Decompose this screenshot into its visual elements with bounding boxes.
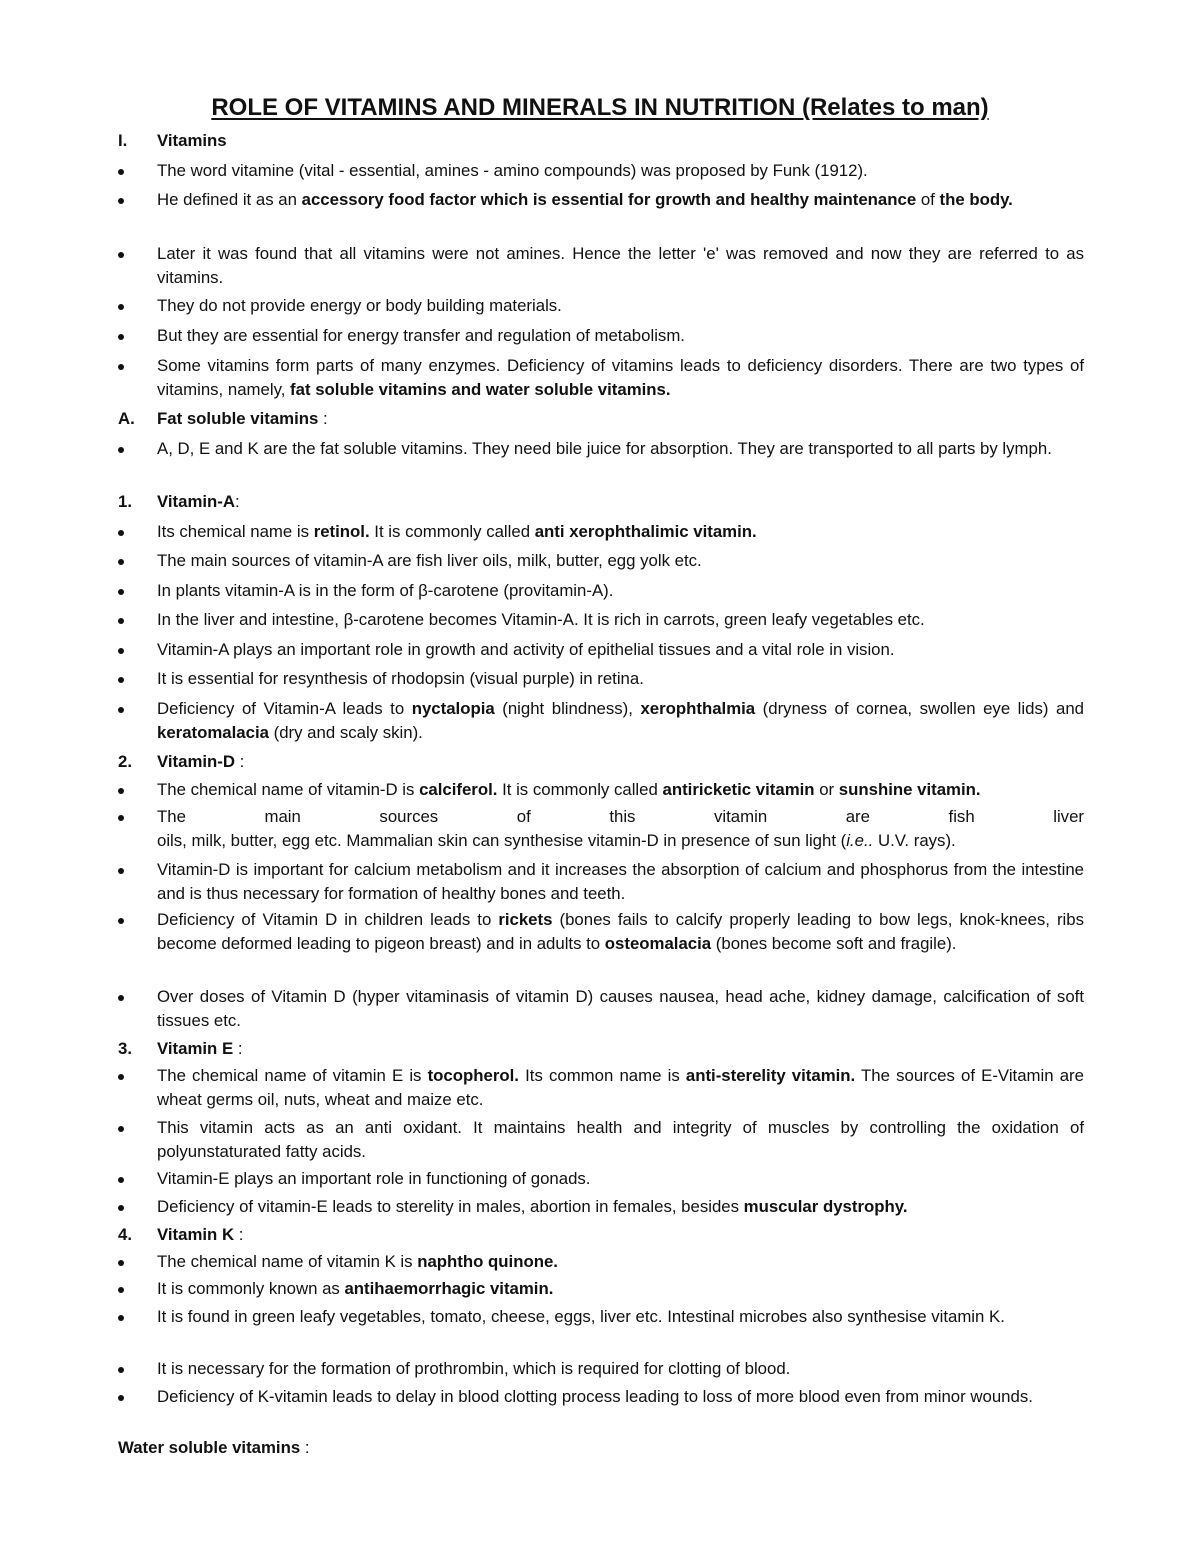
text-run: :	[234, 1225, 244, 1244]
bullet-item	[118, 437, 1084, 461]
page-title: ROLE OF VITAMINS AND MINERALS IN NUTRITION (Relates to man)	[211, 94, 989, 121]
paragraph-text	[157, 549, 1084, 573]
bullet-icon	[118, 252, 124, 258]
bullet-item	[118, 294, 1084, 318]
bold-term: xerophthalmia	[640, 699, 756, 718]
bold-term: keratomalacia	[157, 723, 269, 742]
paragraph-text	[157, 242, 1084, 290]
bullet-icon	[118, 1287, 124, 1293]
text-run: It is commonly known as	[157, 1279, 345, 1298]
bullet-icon	[118, 1074, 124, 1080]
section-heading	[118, 129, 1084, 153]
text-run: The chemical name of vitamin K is	[157, 1252, 418, 1271]
text-run: Vitamin-D	[157, 752, 236, 771]
text-run: It is essential for resynthesis of rhodopsin (visual purple) in retina.	[157, 669, 644, 688]
paragraph-text	[157, 188, 1084, 212]
bold-term: the body.	[939, 190, 1013, 209]
bullet-icon	[118, 677, 124, 683]
section-heading	[118, 490, 1084, 514]
heading-text	[157, 750, 1084, 774]
bullet-icon	[118, 1126, 124, 1132]
paragraph-text	[157, 1357, 1084, 1381]
text-run: Vitamins	[157, 131, 227, 150]
text-run: It is commonly called	[497, 780, 663, 799]
bullet-item	[118, 324, 1084, 348]
bullet-icon	[118, 1367, 124, 1373]
paragraph-text	[157, 608, 1084, 632]
paragraph-text	[157, 697, 1084, 745]
section-number: A.	[118, 409, 135, 428]
paragraph-text	[157, 354, 1084, 402]
bullet-item	[118, 242, 1084, 290]
text-run: oils, milk, butter, egg etc. Mammalian skin can synthesise vitamin-D in presence of sun light (	[157, 831, 847, 850]
bullet-item	[118, 1167, 1084, 1191]
paragraph-text	[157, 985, 1084, 1033]
text-run: :	[235, 492, 240, 511]
text-run: Deficiency of Vitamin D in children leads to	[157, 910, 499, 929]
text-run: The word vitamine (vital - essential, amines - amino compounds) was proposed by Funk (1912).	[157, 161, 868, 180]
text-run: Fat soluble vitamins	[157, 409, 319, 428]
bold-term: fat soluble vitamins and water soluble vitamins.	[290, 380, 671, 399]
text-run: Deficiency of K-vitamin leads to delay in blood clotting process leading to loss of more blood even from minor wounds.	[157, 1387, 1033, 1406]
text-run: Over doses of Vitamin D (hyper vitaminasis of vitamin D) causes nausea, head ache, kidney damage, calcification of soft tissues etc.	[157, 987, 1084, 1030]
bullet-item	[118, 985, 1084, 1033]
paragraph-text	[157, 1195, 1084, 1219]
text-run: The sources of E-Vitamin are wheat germs oil, nuts, wheat and maize etc.	[157, 1066, 1084, 1109]
bullet-icon	[118, 364, 124, 370]
paragraph-text	[157, 294, 1084, 318]
text-run: (bones become soft and fragile).	[711, 934, 957, 953]
paragraph-text	[157, 638, 1084, 662]
bullet-item	[118, 1250, 1084, 1274]
bold-term: muscular dystrophy.	[743, 1197, 908, 1216]
heading-text	[157, 129, 1084, 153]
bullet-item	[118, 1385, 1084, 1409]
text-run: It is necessary for the formation of prothrombin, which is required for clotting of blood.	[157, 1359, 791, 1378]
text-run: Vitamin-A	[157, 492, 236, 511]
text-run: Vitamin E	[157, 1039, 234, 1058]
bullet-item	[118, 805, 1084, 829]
continuation-line	[118, 829, 1084, 853]
text-run: (dryness of cornea, swollen eye lids) and	[755, 699, 1084, 718]
bold-term: anti xerophthalimic vitamin.	[534, 522, 757, 541]
text-run: :	[300, 1438, 310, 1457]
text-run: In plants vitamin-A is in the form of β-carotene (provitamin-A).	[157, 581, 614, 600]
paragraph-text	[157, 437, 1084, 461]
bullet-item	[118, 1305, 1084, 1329]
bold-term: sunshine vitamin.	[838, 780, 981, 799]
paragraph-text	[157, 579, 1084, 603]
bullet-item	[118, 188, 1084, 212]
text-run: It is found in green leafy vegetables, tomato, cheese, eggs, liver etc. Intestinal microbes also synthesise vitamin K.	[157, 1307, 1005, 1326]
paragraph-text	[157, 520, 1084, 544]
bullet-item	[118, 1064, 1084, 1112]
bullet-item	[118, 159, 1084, 183]
paragraph-text	[157, 1385, 1084, 1409]
paragraph-text	[157, 1116, 1084, 1164]
text-run: Deficiency of vitamin-E leads to sterelity in males, abortion in females, besides	[157, 1197, 744, 1216]
bullet-icon	[118, 707, 124, 713]
text-run: Vitamin-E plays an important role in functioning of gonads.	[157, 1169, 591, 1188]
bullet-icon	[118, 618, 124, 624]
paragraph-text	[157, 1277, 1084, 1301]
section-heading	[118, 407, 1084, 431]
bold-term: osteomalacia	[604, 934, 712, 953]
text-run: Deficiency of Vitamin-A leads to	[157, 699, 412, 718]
section-heading	[118, 1436, 1084, 1460]
bold-term: antihaemorrhagic vitamin.	[344, 1279, 554, 1298]
bullet-icon	[118, 1205, 124, 1211]
heading-text	[157, 1037, 1084, 1061]
paragraph-text	[157, 1305, 1084, 1329]
bullet-item	[118, 638, 1084, 662]
bullet-item	[118, 1195, 1084, 1219]
text-run: The main sources of vitamin-A are fish liver oils, milk, butter, egg yolk etc.	[157, 551, 702, 570]
bold-term: calciferol.	[419, 780, 498, 799]
text-run: (dry and scaly skin).	[268, 723, 423, 742]
bullet-icon	[118, 788, 124, 794]
bullet-item	[118, 608, 1084, 632]
heading-text	[118, 1436, 1084, 1460]
bullet-icon	[118, 995, 124, 1001]
section-heading	[118, 1223, 1084, 1247]
paragraph-text	[157, 778, 1084, 802]
bullet-item	[118, 858, 1084, 906]
text-run: Some vitamins form parts of many enzymes. Deficiency of vitamins leads to deficiency disorders. There are two types of vitamins, namely,	[157, 356, 1084, 399]
text-run: But they are essential for energy transfer and regulation of metabolism.	[157, 326, 685, 345]
paragraph-text	[157, 159, 1084, 183]
text-run: (bones fails to calcify properly leading to bow legs, knok-knees, ribs become deformed leading to pigeon breast) and in adults to	[157, 910, 1084, 953]
section-heading	[118, 750, 1084, 774]
text-run: They do not provide energy or body building materials.	[157, 296, 562, 315]
bullet-icon	[118, 918, 124, 924]
bullet-item	[118, 579, 1084, 603]
bullet-icon	[118, 815, 124, 821]
text-run: The chemical name of vitamin E is	[157, 1066, 428, 1085]
paragraph-text	[157, 908, 1084, 956]
bullet-item	[118, 520, 1084, 544]
bullet-icon	[118, 589, 124, 595]
bullet-icon	[118, 447, 124, 453]
text-run: In the liver and intestine, β-carotene becomes Vitamin-A. It is rich in carrots, green leafy vegetables etc.	[157, 610, 925, 629]
section-number: 3.	[118, 1039, 132, 1058]
section-number: 2.	[118, 752, 132, 771]
section-number: 1.	[118, 492, 132, 511]
bullet-item	[118, 354, 1084, 402]
bullet-icon	[118, 559, 124, 565]
section-number: 4.	[118, 1225, 132, 1244]
bullet-icon	[118, 530, 124, 536]
bold-term: naphtho quinone.	[417, 1252, 558, 1271]
bullet-icon	[118, 198, 124, 204]
paragraph-text	[157, 829, 1084, 853]
text-run: of	[916, 190, 940, 209]
italic-text: i.e..	[846, 831, 874, 850]
text-run: :	[318, 409, 328, 428]
bullet-item	[118, 1357, 1084, 1381]
text-run: Later it was found that all vitamins were not amines. Hence the letter 'e' was removed and now they are referred to as vitamins.	[157, 244, 1084, 287]
paragraph-text	[157, 805, 1084, 829]
text-run: He defined it as an	[157, 190, 302, 209]
text-run: It is commonly called	[369, 522, 535, 541]
paragraph-text	[157, 1250, 1084, 1274]
bullet-icon	[118, 1177, 124, 1183]
bold-term: antiricketic vitamin	[662, 780, 815, 799]
bullet-item	[118, 1116, 1084, 1164]
text-run: Vitamin-A plays an important role in growth and activity of epithelial tissues and a vital role in vision.	[157, 640, 895, 659]
section-heading	[118, 1037, 1084, 1061]
bullet-item	[118, 778, 1084, 802]
bullet-icon	[118, 334, 124, 340]
text-run: A, D, E and K are the fat soluble vitamins. They need bile juice for absorption. They are transported to all parts by lymph.	[157, 439, 1052, 458]
bullet-item	[118, 908, 1084, 956]
paragraph-text	[157, 1167, 1084, 1191]
heading-text	[157, 407, 1084, 431]
text-run: :	[235, 752, 245, 771]
text-run: This vitamin acts as an anti oxidant. It maintains health and integrity of muscles by controlling the oxidation of polyunstaturated fatty acids.	[157, 1118, 1084, 1161]
bold-term: accessory food factor which is essential for growth and healthy maintenance	[301, 190, 917, 209]
text-run: Vitamin K	[157, 1225, 235, 1244]
bullet-icon	[118, 1260, 124, 1266]
bullet-icon	[118, 868, 124, 874]
text-run: :	[233, 1039, 243, 1058]
text-run: The chemical name of vitamin-D is	[157, 780, 420, 799]
paragraph-text	[157, 324, 1084, 348]
text-run: The main sources of this vitamin are fish liver	[157, 807, 1084, 826]
text-run: Vitamin-D is important for calcium metabolism and it increases the absorption of calcium and phosphorus from the intestine and is thus necessary for formation of healthy bones and teeth.	[157, 860, 1084, 903]
text-run: or	[814, 780, 839, 799]
bullet-item	[118, 697, 1084, 745]
bullet-icon	[118, 1395, 124, 1401]
bold-term: Water soluble vitamins	[118, 1438, 301, 1457]
paragraph-text	[157, 858, 1084, 906]
section-number: I.	[118, 131, 128, 150]
paragraph-text	[157, 1064, 1084, 1112]
paragraph-text	[157, 667, 1084, 691]
bold-term: anti-sterelity vitamin.	[685, 1066, 856, 1085]
text-run: (night blindness),	[494, 699, 641, 718]
bold-term: nyctalopia	[411, 699, 495, 718]
bullet-icon	[118, 648, 124, 654]
bold-term: retinol.	[313, 522, 370, 541]
bullet-item	[118, 549, 1084, 573]
bullet-item	[118, 667, 1084, 691]
bullet-icon	[118, 304, 124, 310]
bold-term: rickets	[498, 910, 553, 929]
text-run: U.V. rays).	[873, 831, 956, 850]
bullet-icon	[118, 169, 124, 175]
text-run: Its common name is	[518, 1066, 686, 1085]
bullet-icon	[118, 1315, 124, 1321]
bold-term: tocopherol.	[427, 1066, 519, 1085]
heading-text	[157, 490, 1084, 514]
text-run: Its chemical name is	[157, 522, 314, 541]
heading-text	[157, 1223, 1084, 1247]
bullet-item	[118, 1277, 1084, 1301]
